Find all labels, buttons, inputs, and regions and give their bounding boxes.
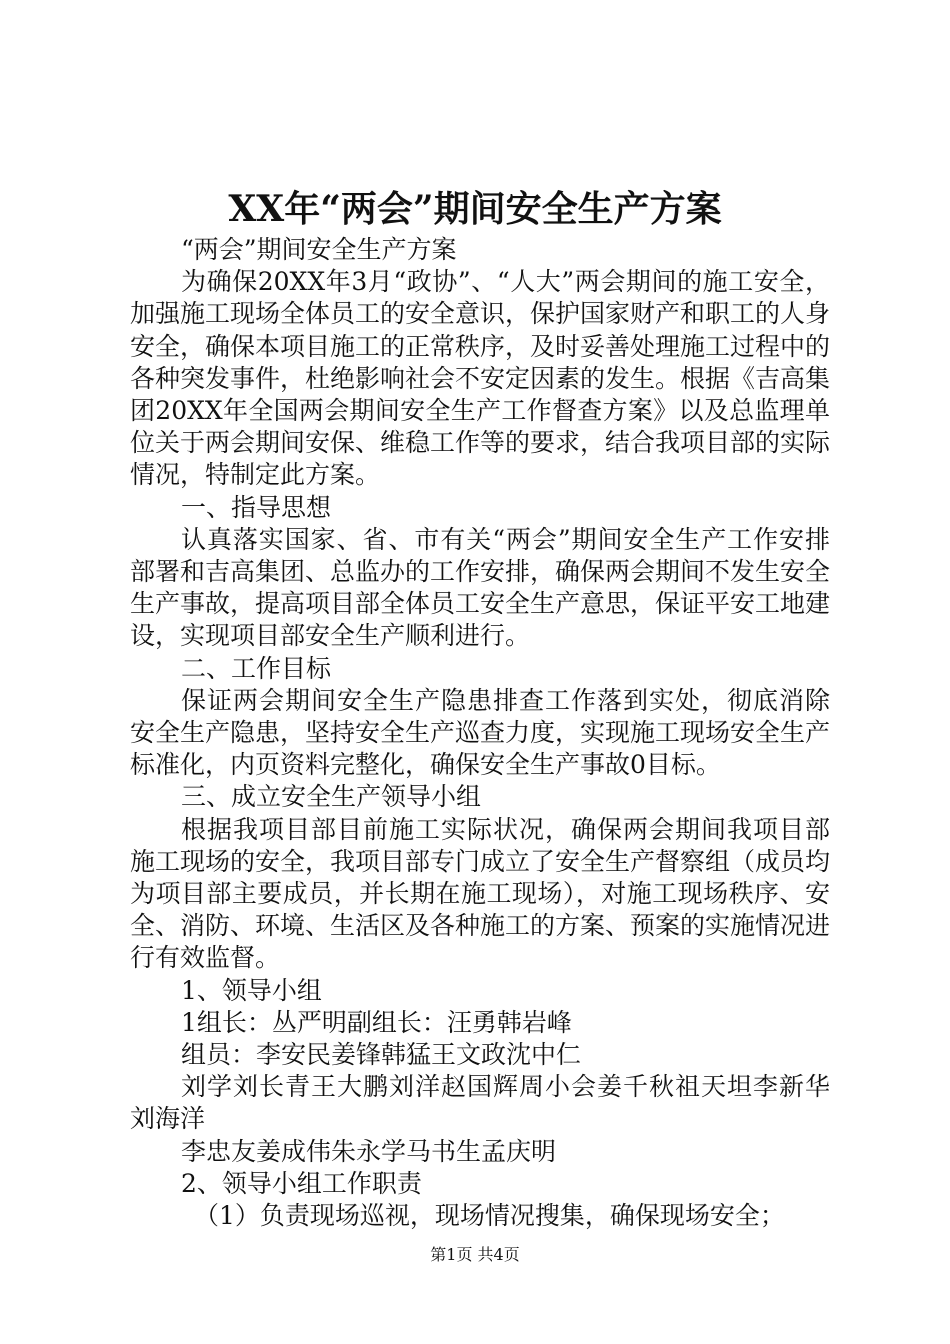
- paragraph: 为确保20XX年3月“政协”、“人大”两会期间的施工安全，加强施工现场全体员工的安全意识，保护国家财产和职工的人身安全，确保本项目施工的正常秩序，及时妥善处理施工过程中的各种突发事件，杜绝影响社会不安定因素的发生。根据《吉高集团20XX年全国两会期间安全生产工作督查方案》以及总监理单位关于两会期间安保、维稳工作等的要求，结合我项目部的实际情况，特制定此方案。: [130, 267, 831, 490]
- paragraph: 认真落实国家、省、市有关“两会”期间安全生产工作安排部署和吉高集团、总监办的工作安排，确保两会期间不发生安全生产事故，提高项目部全体员工安全生产意思，保证平安工地建设，实现项目部安全生产顺利进行。: [130, 524, 831, 651]
- document-title: XX年“两会”期间安全生产方案: [228, 188, 722, 230]
- paragraph: 根据我项目部目前施工实际状况，确保两会期间我项目部施工现场的安全，我项目部专门成立了安全生产督察组（成员均为项目部主要成员，并长期在施工现场），对施工现场秩序、安全、消防、环境、生活区及各种施工的方案、预案的实施情况进行有效监督。: [130, 814, 831, 973]
- paragraph: 保证两会期间安全生产隐患排查工作落到实处，彻底消除安全生产隐患，坚持安全生产巡查力度，实现施工现场安全生产标准化，内页资料完整化，确保安全生产事故0目标。: [130, 685, 831, 780]
- paragraph: 组员：李安民姜锋韩猛王文政沈中仁: [181, 1040, 582, 1070]
- section-heading: 一、指导思想: [181, 492, 332, 522]
- paragraph: 李忠友姜成伟朱永学马书生孟庆明: [181, 1136, 557, 1166]
- list-item: （1）负责现场巡视，现场情况搜集，确保现场安全；: [194, 1201, 785, 1231]
- section-heading: 三、成立安全生产领导小组: [181, 782, 482, 812]
- subsection-heading: 2、领导小组工作职责: [181, 1168, 422, 1198]
- paragraph: 刘学刘长青王大鹏刘洋赵国辉周小会姜千秋祖天坦李新华刘海洋: [130, 1072, 830, 1134]
- page-footer: 第1页 共4页: [430, 1245, 520, 1264]
- paragraph: “两会”期间安全生产方案: [181, 235, 457, 264]
- section-heading: 二、工作目标: [181, 653, 332, 683]
- subsection-heading: 1、领导小组: [181, 975, 322, 1005]
- paragraph: 1组长：丛严明副组长：汪勇韩岩峰: [181, 1007, 572, 1037]
- document-body: [130, 234, 830, 1232]
